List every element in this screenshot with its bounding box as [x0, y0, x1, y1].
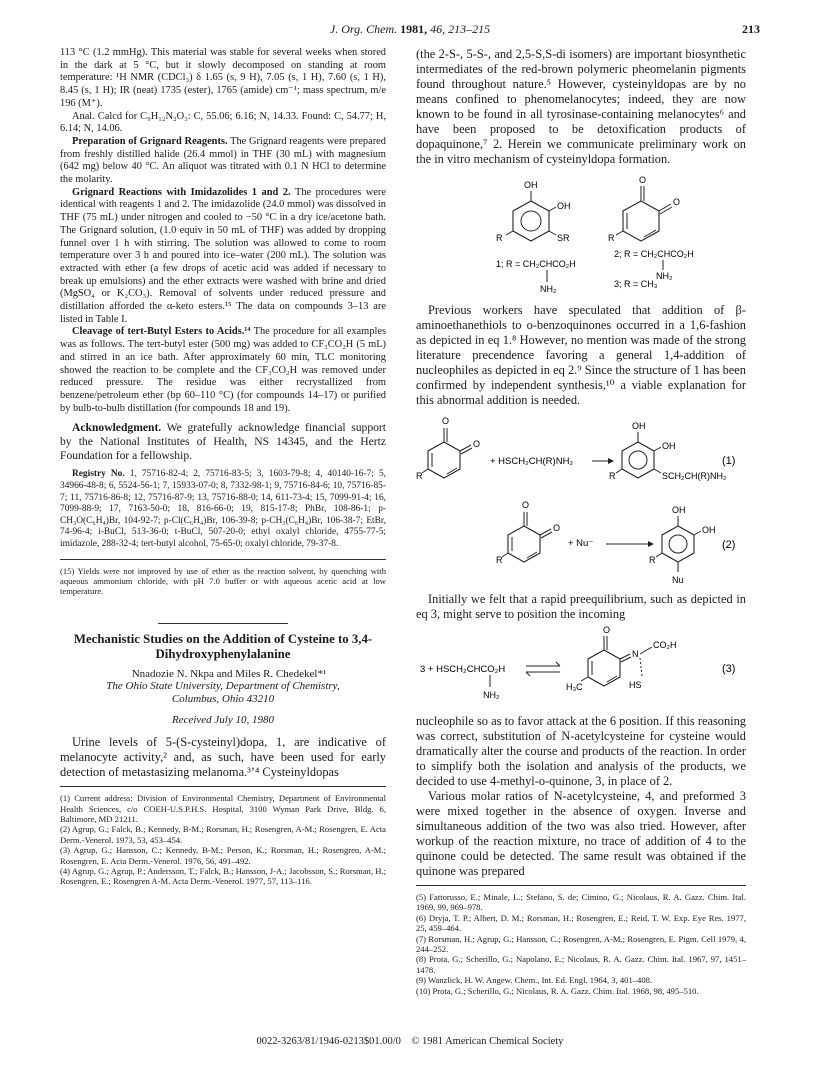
footnote-rule — [416, 885, 746, 886]
registry-numbers — [60, 469, 386, 550]
bond — [422, 469, 428, 473]
bond — [549, 207, 556, 211]
atom-label: O — [442, 416, 450, 426]
paragraph: Previous workers have speculated that addition of β-aminoethanethiols to o-benzoquinones occurred in a 1,6-fashion as depicted in eq 1.⁸ However, no mention was made of the strong literature precendence favoring a general 1,4-addition of nucleophiles as depicted in eq 2.⁹ Since the structure of 1 has been confirmed by independent synthesis,¹⁰ a viable explanation for this abnormal addition is needed. — [416, 303, 746, 407]
registry-text: 1, 75716-82-4; 2, 75716-83-5; 3, 1603-79-8; 4, 40140-16-7; 5, 34966-48-8; 6, 5524-56-1; 7, 15933-07-0; 8, 7332-98-1; 9, 75716-84-6; 10, 75716-85-7; 11, 75716-86-8; 12, 75716-87-9; 13, 75716-88-0; 14, 611-73-4; 15, 7099-91-4; 16, 7099-88-9; 17, 7163-50-0; 18, 816-66-0; 19, 815-17-8; PhBr, 108-86-1; p-CH₃O(C₆H₄)Br, 104-92-7; p-Cl(C₆H₄)Br, 106-39-8; p-CH₃(C₆H₄)Br, 106-38-7; EtBr, 74-96-4; i-BuCl, 513-36-0; t-BuCl, 507-20-0; ethyl oxalyl chloride, 4755-77-5; imidazole, 288-32-4; tert-butyl alcohol, 75-65-0; oxalyl chloride, 79-37-8. — [60, 469, 386, 549]
atom-label: NH₂ — [656, 271, 673, 281]
footnote: (15) Yields were not improved by use of ether as the reaction solvent, by quenching with aqueous ammonium chloride, with pH 7.0 buffer or with aqueous acetic acid at low temperature. — [60, 565, 386, 597]
reagent: + HSCH₂CH(R)NH₂ — [490, 456, 574, 467]
atom-label: R — [496, 555, 503, 565]
volume: 46, — [430, 22, 446, 36]
bond — [581, 677, 588, 681]
atom-label: O — [639, 175, 647, 185]
paragraph-text: The procedure for all examples was as follows. The tert-butyl ester (500 mg) was added to CF₃CO₂H (5 mL) and stirred in an ice bath. After approximately 60 min, TLC monitoring showed the reaction to be complete and the CF₃CO₂H was removed under reduced pressure. The residue was either recrystallized from benzene/petroleum ether (bp 60–110 °C) (for compounds 14–17) or purified by bulb-to-bulb distillation (for compounds 18 and 19). — [60, 326, 386, 414]
quinone-ring — [623, 201, 659, 241]
equilibrium-arrow — [556, 662, 560, 666]
footnote: (8) Prota, G.; Scherillo, G.; Napolano, E.; Nicolaus, R. A. Gazz. Chim. Ital. 1967, 97, 1451–1478. — [416, 954, 746, 975]
page-number: 213 — [742, 22, 760, 36]
paragraph — [60, 187, 386, 327]
paragraph: 113 °C (1.2 mmHg). This material was stable for several weeks when stored in the dark at 5 °C, but it slowly decomposed on standing at room temperature: ¹H NMR (CDCl₃) δ 1.65 (s, 9 H), 7.05 (s, 1 H), 7.60 (s, 1 H), 8.45 (s, 1 H); IR (neat) 1735 (ester), 1765 (amide) cm⁻¹; mass spectrum, m/e 196 (M⁺). — [60, 47, 386, 109]
equilibrium-arrow — [526, 672, 530, 676]
compound-label: 3; R = CH₃ — [614, 279, 658, 289]
benzene-ring — [622, 442, 654, 478]
atom-label: OH — [662, 441, 676, 451]
compound-label: 1; R = CH₂CHCO₂H — [496, 259, 576, 269]
atom-label: NH₂ — [540, 284, 557, 294]
quinone-ring — [588, 650, 620, 686]
footnote: (4) Agrup, G.; Agrup, P.; Andersson, T.; Falck, B.; Hansson, J-A.; Jacobsson, S.; Rorsman, H.; Rosengren, E.; Rosengren A-M. Acta Derm.-Venerol. 1977, 57, 113–116. — [60, 866, 386, 887]
running-header — [60, 22, 760, 40]
carbonyl-bond — [461, 448, 472, 454]
atom-label: HS — [629, 680, 642, 690]
atom-label: H₃C — [566, 682, 583, 692]
atom-label: N — [632, 649, 639, 659]
atom-label: O — [553, 523, 561, 533]
footnote: (9) Wanzlick, H. W. Angew. Chem., Int. Ed. Engl. 1964, 3, 401–408. — [416, 975, 653, 986]
run-in-heading: Cleavage of tert-Butyl Esters to Acids.¹⁴ — [72, 326, 251, 338]
reagent: + Nu⁻ — [568, 538, 594, 549]
bond — [654, 447, 661, 451]
atom-label: OH — [672, 505, 686, 515]
equation-3-drawing — [416, 626, 746, 710]
footnote: (7) Rorsman, H.; Agrup, G.; Hansson, C.; Rosengren, A-M.; Rosengren, E. Pigm. Cell 1979, 4, 244–252. — [416, 933, 746, 955]
article-separator — [158, 623, 288, 624]
structures-figure — [416, 171, 746, 297]
atom-label: R — [416, 471, 423, 481]
compound-label: 2; R = CH₂CHCO₂H — [614, 249, 694, 259]
aromatic-circle — [629, 451, 647, 469]
aromatic-circle — [669, 535, 687, 553]
atom-label: OH — [524, 180, 538, 190]
equation-1 — [416, 412, 746, 496]
year: 1981, — [400, 22, 428, 36]
run-in-heading: Grignard Reactions with Imidazolides 1 and 2. — [72, 186, 291, 198]
affiliation-line: The Ohio State University, Department of Chemistry, — [106, 680, 340, 693]
carbonyl-bond — [659, 204, 671, 211]
ack-heading: Acknowledgment. — [72, 421, 162, 435]
copyright-code: 0022-3263/81/1946-0213$01.00/0 — [256, 1036, 401, 1047]
footnote: (5) Fattorusso, E.; Minale, L.; Stefano, S. de; Cimino, G.; Nicolaus, R. A. Gazz. Chim. Ital. 1969, 99, 969–978. — [416, 892, 746, 913]
paragraph-text: The Grignard reagents were prepared from freshly distilled halide (26.4 mmol) in THF (30 mL) with magnesium (642 mg) below 40 °C. An aliquot was titrated with 0.1 N HCl to determine the molarity. — [60, 135, 386, 186]
paragraph — [60, 136, 386, 187]
footnote: (10) Prota, G.; Scherillo, G.; Nicolaus, R. A. Gazz. Chim. Ital. 1968, 98, 495–510. — [416, 985, 699, 996]
left-column — [60, 47, 386, 887]
equation-1-drawing — [416, 412, 746, 496]
bond — [506, 231, 513, 235]
quinone-ring — [508, 526, 540, 562]
footnote: (2) Agrup, G.; Falck, B.; Kennedy, B-M.; Rorsman, H.; Rosengren, A-M.; Rosengren, E. Acta Derm.-Venerol. 1973, 53, 453–454. — [60, 824, 386, 845]
atom-label: Nu — [672, 575, 684, 585]
footnote: (6) Dryja, T. P.; Albert, D. M.; Rorsman, H.; Rosengren, E.; Reid, T. W. Exp. Eye Res. 1977, 25, 459–464. — [416, 912, 746, 934]
intro-paragraph: Urine levels of 5-(S-cysteinyl)dopa, 1, are indicative of melanocyte activity,² and, as such, have been used for early detection of metastasizing melanoma.³ʼ⁴ Cysteinyldopas — [60, 735, 386, 780]
bond — [694, 531, 701, 535]
equation-2 — [416, 500, 746, 588]
run-in-heading: Preparation of Grignard Reagents. — [72, 135, 228, 147]
right-column — [416, 47, 746, 996]
equation-3 — [416, 626, 746, 710]
atom-label: OH — [557, 201, 571, 211]
benzene-ring — [513, 201, 549, 241]
atom-label: R — [649, 555, 656, 565]
article-title: Mechanistic Studies on the Addition of Cysteine to 3,4-Dihydroxyphenylalanine — [73, 631, 373, 661]
bond — [640, 658, 642, 676]
carbonyl-bond — [541, 532, 552, 538]
acknowledgment — [60, 421, 386, 463]
paragraph: nucleophile so as to favor attack at the 6 position. If this reasoning was correct, substitution of N-acetylcysteine for cysteine would dramatically alter the course and products of the reaction. In order to simplify both the isolation and analysis of the products, we decided to use 4-methyl-o-quinone, 3, in place of 2. — [416, 714, 746, 788]
atom-label: R — [496, 233, 503, 243]
atom-label: CO₂H — [653, 640, 677, 650]
atom-label: O — [522, 500, 530, 510]
bond — [640, 647, 652, 654]
atom-label: SCH₂CH(R)NH₂ — [662, 471, 727, 481]
equation-number: (2) — [722, 539, 736, 551]
equation-number: (1) — [722, 455, 736, 467]
ack-text: We gratefully acknowledge financial support by the National Institutes of Health, NS 14345, and the Hertz Foundation for a fellowship. — [60, 421, 386, 463]
footnote: (1) Current address: Division of Environmental Chemistry, Department of Environmental Health Sciences, c/o COEH-U.S.P.H.S. Hospital, 3100 Wyman Park Drive, Bldg. 6, Baltimore, MD 21211. — [60, 793, 386, 824]
arrow-head — [648, 541, 654, 547]
affiliation — [60, 680, 386, 706]
atom-label: R — [609, 471, 616, 481]
atom-label: O — [673, 197, 681, 207]
received-date: Received July 10, 1980 — [171, 714, 274, 727]
journal-citation — [60, 22, 760, 37]
benzene-ring — [662, 526, 694, 562]
bond — [502, 553, 508, 557]
carbonyl-bond — [540, 529, 551, 535]
arrow-head — [608, 458, 614, 464]
atom-label: O — [473, 439, 481, 449]
atom-label: OH — [632, 421, 646, 431]
paragraph: Initially we felt that a rapid preequilibrium, such as depicted in eq 3, might serve to position the incoming — [416, 592, 746, 621]
paragraph: Various molar ratios of N-acetylcysteine, 4, and preformed 3 were mixed together in the absence of oxygen. Inverse and simultaneous addition of the two was also tried. However, after workup of the reaction mixture, no trace of addition of 4 to the quinone could be detected. The same result was obtained if the quinone was prepared — [416, 789, 746, 878]
atom-label: OH — [702, 525, 716, 535]
footnote-rule — [60, 786, 386, 787]
atom-label: R — [608, 233, 615, 243]
equation-number: (3) — [722, 663, 736, 675]
bond — [656, 553, 662, 557]
journal-name: J. Org. Chem. — [329, 22, 398, 36]
footnote-rule — [60, 559, 386, 560]
aromatic-circle — [521, 211, 541, 231]
atom-label: O — [603, 626, 611, 635]
registry-heading: Registry No. — [72, 469, 125, 480]
authors: Nnadozie N. Nkpa and Miles R. Chedekel*¹ — [131, 667, 327, 680]
carbonyl-bond — [660, 207, 672, 214]
footnote: (3) Agrup, G.; Hansson, C.; Kennedy, B-M.; Person, K.; Rorsman, H.; Rosengren, A-M.; Rosengren, E. Acta Derm.-Venerol. 1976, 56, 491–492. — [60, 845, 386, 866]
paragraph: (the 2-S-, 5-S-, and 2,5-S,S-di isomers) are important biosynthetic intermediates of the red-brown polymeric pheomelanin pigments found throughout nature.⁵ However, cysteinyldopas are by no means confined to phenomelanocytes; indeed, they are now known to be found in all tyrosinase-containing melanocytes⁶ and have been proposed to be detoxification products of dopaquinone,⁷ 2. Herein we communicate preliminary work on the in vitro mechanism of cysteinyldopa formation. — [416, 47, 746, 166]
page-footer — [0, 1036, 820, 1047]
carbonyl-bond — [460, 445, 471, 451]
paragraph — [60, 326, 386, 415]
atom-label: SR — [557, 233, 570, 243]
page-range: 213–215 — [448, 22, 491, 36]
atom-label: NH₂ — [483, 690, 500, 700]
structures-1-2-3 — [416, 171, 746, 297]
copyright-notice: © 1981 American Chemical Society — [411, 1036, 564, 1047]
bond — [616, 469, 622, 473]
quinone-ring — [428, 442, 460, 478]
bond — [616, 231, 623, 235]
reagent: 3 + HSCH₂CHCO₂H — [420, 664, 506, 675]
bond — [549, 231, 556, 235]
paragraph-text: The procedures were identical with reagents 1 and 2. The imidazolide (24.0 mmol) was dissolved in THF (75 mL) under nitrogen and cooled to −50 °C in a dry ice/acetone bath. The Grignard solution, (1.0 equiv in 50 mL of THF) was added by dropping funnel over 1 h with stirring. The solution was allowed to come to room temperature over 3 h and poured into ice–water (200 mL). The solution was extracted with ether (a few drops of acetic acid was added if necessary to break up emulsions) and the ether extracts were washed with brine and dried (MgSO₄ or K₂CO₃). Removal of solvents under reduced pressure and distillation afforded the α-keto esters.¹⁵ The data on compounds 3–13 are listed in Table I. — [60, 186, 386, 325]
affiliation-line: Columbus, Ohio 43210 — [171, 693, 275, 706]
paragraph: Anal. Calcd for C₉H₁₂N₂O₃: C, 55.06; 6.16; N, 14.33. Found: C, 54.77; H, 6.14; N, 14.06. — [60, 110, 386, 135]
bond — [654, 469, 661, 473]
equation-2-drawing — [416, 500, 746, 588]
